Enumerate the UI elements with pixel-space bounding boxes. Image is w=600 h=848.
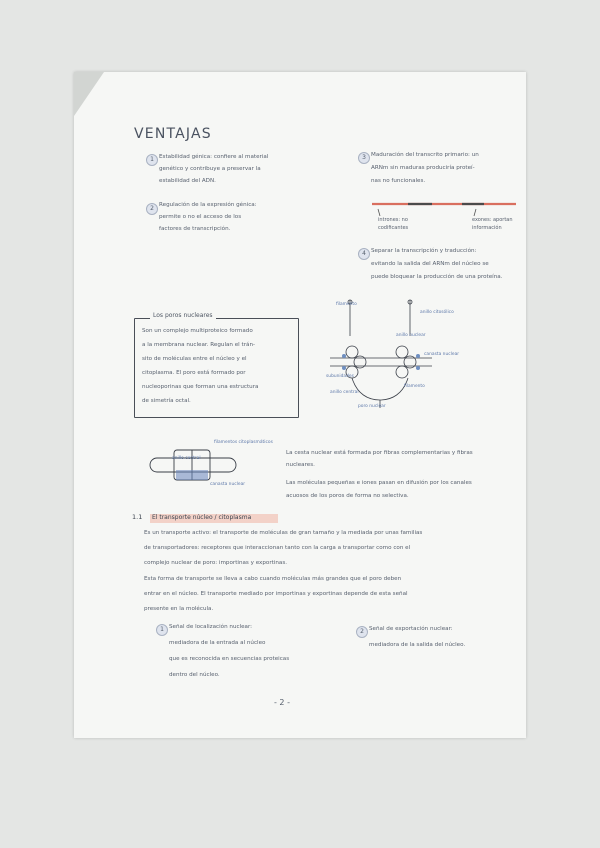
adv3-number-badge: 3 xyxy=(358,152,370,164)
right-note-line-4: acuosos de los poros de forma no selectiva. xyxy=(286,493,409,499)
body-line-3: complejo nuclear de poro: importinas y exportinas. xyxy=(144,560,288,566)
sig2-line-2: mediadora de la salida del núcleo. xyxy=(369,642,466,648)
body-line-6: presente en la molécula. xyxy=(144,606,214,612)
adv3-line-2: ARNm sin maduras produciría proteí- xyxy=(371,165,475,171)
body-line-5: entrar en el núcleo. El transporte mediado por importinas y exportinas depende de esta señal xyxy=(144,591,408,597)
small-label-filaments: filamentos citoplasmáticos xyxy=(214,440,273,445)
sig1-number-badge: 1 xyxy=(156,624,168,636)
sig1-line-4: dentro del núcleo. xyxy=(169,672,220,678)
pore-label-filament-top: filamento xyxy=(336,302,357,307)
adv2-number-badge: 2 xyxy=(146,203,158,215)
pores-line-3: sito de moléculas entre el núcleo y el xyxy=(142,356,247,362)
sig1-line-1: Señal de localización nuclear: xyxy=(169,624,253,630)
pores-line-5: nucleoporinas que forman una estructura xyxy=(142,384,259,390)
right-note-line-1: La cesta nuclear está formada por fibras complementarias y fibras xyxy=(286,450,473,456)
sig1-line-2: mediadora de la entrada al núcleo xyxy=(169,640,266,646)
exons-label-2: información xyxy=(472,225,502,231)
page-number: - 2 - xyxy=(274,698,290,707)
adv1-number-badge: 1 xyxy=(146,154,158,166)
right-note-line-3: Las moléculas pequeñas e iones pasan en difusión por los canales xyxy=(286,480,472,486)
sig2-line-1: Señal de exportación nuclear: xyxy=(369,626,453,632)
body-line-2: de transportadores: receptores que interaccionan tanto con la carga a transportar como con el xyxy=(144,545,411,551)
sig2-number-badge: 2 xyxy=(356,626,368,638)
right-note-line-2: nucleares. xyxy=(286,462,315,468)
pore-label-nuclear-ring: anillo nuclear xyxy=(396,333,426,338)
adv2-line-2: permite o no el acceso de los xyxy=(159,214,242,220)
exons-label-1: exones: aportan xyxy=(472,217,513,223)
nuclear-pores-box-title: Los poros nucleares xyxy=(150,312,216,319)
adv2-line-3: factores de transcripción. xyxy=(159,226,231,232)
introns-label-2: codificantes xyxy=(378,225,409,231)
page-heading: VENTAJAS xyxy=(134,126,212,142)
pore-label-central-ring: anillo central xyxy=(330,390,359,395)
introns-label-1: intrones: no xyxy=(378,217,408,223)
pores-line-2: a la membrana nuclear. Regulan el trán- xyxy=(142,342,256,348)
adv4-line-1: Separar la transcripción y traducción: xyxy=(371,248,477,254)
section-title: El transporte núcleo / citoplasma xyxy=(152,514,252,521)
adv3-line-1: Maduración del transcrito primario: un xyxy=(371,152,479,158)
pore-label-nuclear-pore: poro nuclear xyxy=(358,404,386,409)
sig1-line-3: que es reconocida en secuencias proteicas xyxy=(169,656,290,662)
adv1-line-1: Estabilidad génica: confiere al material xyxy=(159,154,269,160)
body-line-4: Esta forma de transporte se lleva a cabo cuando moléculas más grandes que el poro deben xyxy=(144,576,402,582)
page-fold xyxy=(74,72,104,116)
pores-line-6: de simetría octal. xyxy=(142,398,191,404)
small-label-central-ring: anillo central xyxy=(172,456,201,461)
pores-line-4: citoplasma. El poro está formado por xyxy=(142,370,246,376)
pores-line-1: Son un complejo multiproteico formado xyxy=(142,328,253,334)
adv4-number-badge: 4 xyxy=(358,248,370,260)
adv3-line-3: nas no funcionales. xyxy=(371,178,426,184)
pore-label-cytosolic-ring: anillo citosólico xyxy=(420,310,454,315)
section-number: 1.1 xyxy=(132,513,143,521)
pore-label-subunits: subunidades xyxy=(326,374,354,379)
pore-label-nuclear-basket: canasta nuclear xyxy=(424,352,460,357)
adv1-line-3: estabilidad del ADN. xyxy=(159,178,216,184)
adv4-line-3: puede bloquear la producción de una proteína. xyxy=(371,274,503,280)
pore-label-filament-bottom: filamento xyxy=(404,384,425,389)
adv4-line-2: evitando la salida del ARNm del núcleo se xyxy=(371,261,489,267)
adv1-line-2: genético y contribuye a preservar la xyxy=(159,166,261,172)
body-line-1: Es un transporte activo: el transporte de moléculas de gran tamaño y la mediada por unas familias xyxy=(144,530,423,536)
adv2-line-1: Regulación de la expresión génica: xyxy=(159,202,257,208)
small-label-basket: canasta nuclear xyxy=(210,482,246,487)
